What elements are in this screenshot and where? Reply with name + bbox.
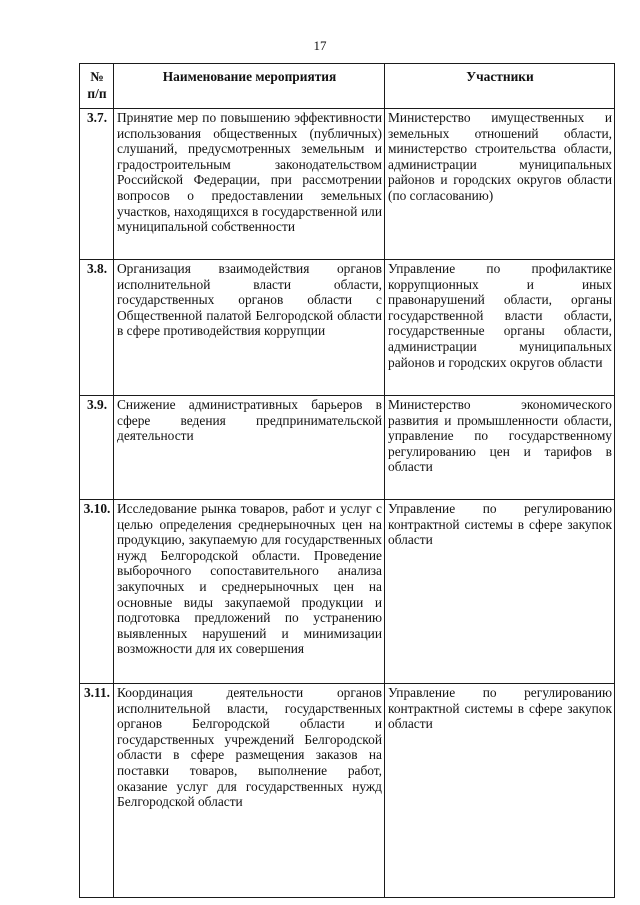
table-row bbox=[80, 109, 615, 260]
row-event-name: Исследование рынка товаров, работ и услуг с целью определения среднерыночных цен на продукцию, закупаемую для государственных нужд Белгородской области. Проведение выборочного сопоставительного анализа закупочных и среднерыночных цен на основные виды закупаемой продукции и подготовка предложений по устранению выявленных нарушений и минимизации возможности для их совершения bbox=[114, 500, 385, 684]
header-number: № п/п bbox=[80, 64, 114, 109]
row-number: 3.10. bbox=[80, 500, 114, 684]
header-event-name: Наименование мероприятия bbox=[114, 64, 385, 109]
row-event-name: Координация деятельности органов исполнительной власти, государственных органов Белгородской области и государственных учреждений Белгородской области в сфере размещения заказов на поставки товаров, выполнение работ, оказание услуг для государственных нужд Белгородской области bbox=[114, 684, 385, 898]
table-row bbox=[80, 500, 615, 684]
table-header-row bbox=[80, 64, 615, 109]
row-number: 3.8. bbox=[80, 260, 114, 396]
row-event-name: Организация взаимодействия органов исполнительной власти области, государственных органов области с Общественной палатой Белгородской области в сфере противодействия коррупции bbox=[114, 260, 385, 396]
row-number: 3.11. bbox=[80, 684, 114, 898]
row-participants: Министерство имущественных и земельных отношений области, министерство строительства области, администрации муниципальных районов и городских округов области (по согласованию) bbox=[385, 109, 615, 260]
table-row bbox=[80, 260, 615, 396]
row-number: 3.9. bbox=[80, 396, 114, 500]
row-participants: Управление по профилактике коррупционных и иных правонарушений области, органы государственной власти области, государственные органы области, администрации муниципальных районов и городских округов области bbox=[385, 260, 615, 396]
table-row bbox=[80, 684, 615, 898]
header-participants: Участники bbox=[385, 64, 615, 109]
row-participants: Управление по регулированию контрактной системы в сфере закупок области bbox=[385, 684, 615, 898]
row-event-name: Снижение административных барьеров в сфере ведения предпринимательской деятельности bbox=[114, 396, 385, 500]
measures-table bbox=[79, 63, 615, 898]
row-participants: Министерство экономического развития и промышленности области, управление по государственному регулированию цен и тарифов в области bbox=[385, 396, 615, 500]
row-participants: Управление по регулированию контрактной системы в сфере закупок области bbox=[385, 500, 615, 684]
page-number: 17 bbox=[313, 38, 327, 53]
row-event-name: Принятие мер по повышению эффективности использования общественных (публичных) слушаний, предусмотренных земельным и градостроительным законодательством Российской Федерации, при рассмотрении вопросов о предоставлении земельных участков, находящихся в государственной или муниципальной собственности bbox=[114, 109, 385, 260]
row-number: 3.7. bbox=[80, 109, 114, 260]
table-row bbox=[80, 396, 615, 500]
